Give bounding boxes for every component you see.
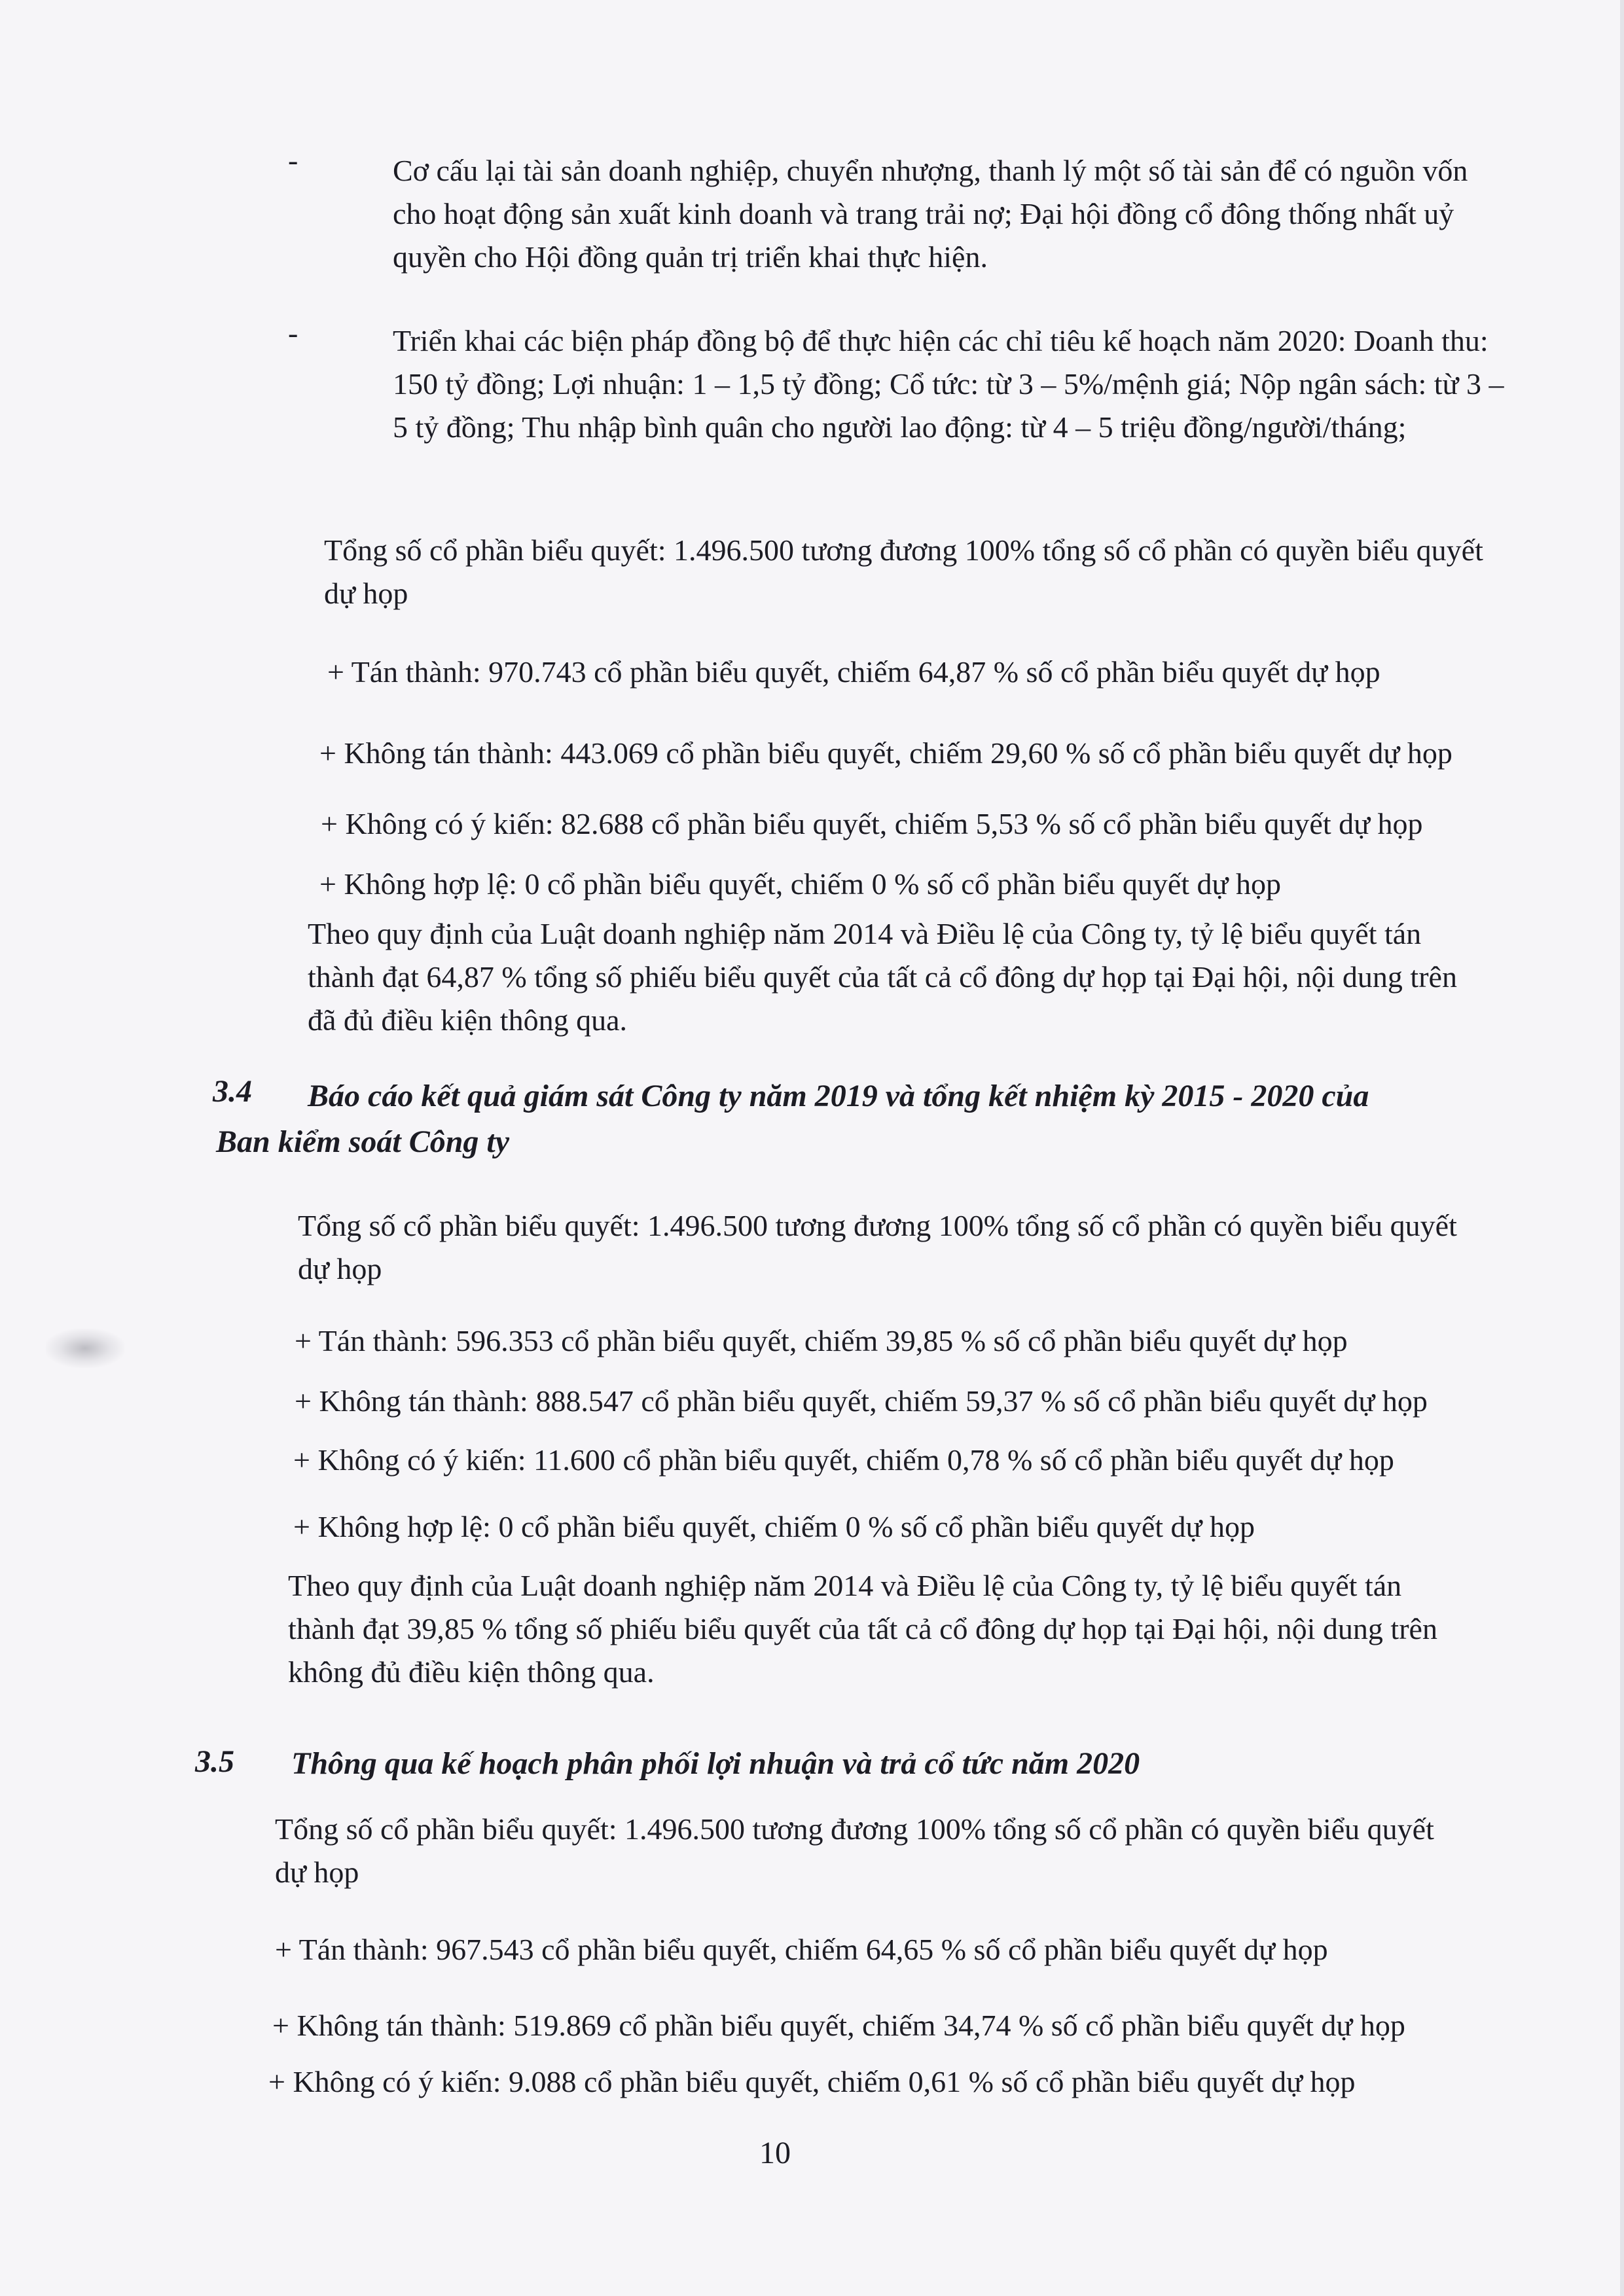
- section-3-5-vote-abstain: + Không có ý kiến: 9.088 cổ phần biểu quyết, chiếm 0,61 % số cổ phần biểu quyết dự họp: [268, 2065, 1356, 2098]
- block1-vote-invalid: + Không hợp lệ: 0 cổ phần biểu quyết, chiếm 0 % số cổ phần biểu quyết dự họp: [319, 867, 1281, 901]
- page-edge-shadow: [1620, 0, 1624, 2296]
- section-3-4-conclusion: Theo quy định của Luật doanh nghiệp năm 2014 và Điều lệ của Công ty, tỷ lệ biểu quyết tán thành đạt 39,85 % tổng số phiếu biểu quyết của tất cả cổ đông dự họp tại Đại hội, nội dung trên không đủ điều kiện thông qua.: [288, 1569, 1437, 1689]
- bullet-marker: -: [288, 316, 298, 350]
- section-3-5-vote-approve: + Tán thành: 967.543 cổ phần biểu quyết, chiếm 64,65 % số cổ phần biểu quyết dự họp: [275, 1933, 1328, 1966]
- section-3-4-vote-abstain: + Không có ý kiến: 11.600 cổ phần biểu quyết, chiếm 0,78 % số cổ phần biểu quyết dự họp: [293, 1443, 1394, 1477]
- section-3-5-vote-reject: + Không tán thành: 519.869 cổ phần biểu quyết, chiếm 34,74 % số cổ phần biểu quyết dự họp: [272, 2009, 1405, 2042]
- scan-smudge: [46, 1329, 124, 1368]
- block1-vote-abstain: + Không có ý kiến: 82.688 cổ phần biểu quyết, chiếm 5,53 % số cổ phần biểu quyết dự họp: [321, 807, 1423, 840]
- page-number: 10: [759, 2136, 791, 2170]
- block1-vote-reject: + Không tán thành: 443.069 cổ phần biểu quyết, chiếm 29,60 % số cổ phần biểu quyết dự họp: [319, 736, 1453, 770]
- bullet-text-plan-2020: Triển khai các biện pháp đồng bộ để thực hiện các chỉ tiêu kế hoạch năm 2020: Doanh thu: 150 tỷ đồng; Lợi nhuận: 1 – 1,5 tỷ đồng; Cổ tức: từ 3 – 5%/mệnh giá; Nộp ngân sách: từ 3 – 5 tỷ đồng; Thu nhập bình quân cho người lao động: từ 4 – 5 triệu đồng/người/tháng;: [393, 324, 1504, 444]
- section-3-5-total-shares: Tổng số cổ phần biểu quyết: 1.496.500 tương đương 100% tổng số cổ phần có quyền biểu quyết dự họp: [275, 1812, 1434, 1889]
- section-3-4-vote-reject: + Không tán thành: 888.547 cổ phần biểu quyết, chiếm 59,37 % số cổ phần biểu quyết dự họp: [295, 1384, 1428, 1418]
- section-3-4-title-line1: Báo cáo kết quả giám sát Công ty năm 2019 và tổng kết nhiệm kỳ 2015 - 2020 của: [308, 1079, 1369, 1113]
- bullet-text-asset-restructure: Cơ cấu lại tài sản doanh nghiệp, chuyển nhượng, thanh lý một số tài sản để có nguồn vốn cho hoạt động sản xuất kinh doanh và trang trải nợ; Đại hội đồng cổ đông thống nhất uỷ quyền cho Hội đồng quản trị triển khai thực hiện.: [393, 154, 1468, 274]
- section-3-4-vote-approve: + Tán thành: 596.353 cổ phần biểu quyết, chiếm 39,85 % số cổ phần biểu quyết dự họp: [295, 1324, 1348, 1357]
- section-3-4-number: 3.4: [213, 1074, 252, 1109]
- block1-total-shares: Tổng số cổ phần biểu quyết: 1.496.500 tương đương 100% tổng số cổ phần có quyền biểu quyết dự họp: [324, 533, 1483, 610]
- section-3-5-title: Thông qua kế hoạch phân phối lợi nhuận và trả cổ tức năm 2020: [291, 1746, 1140, 1781]
- section-3-4-vote-invalid: + Không hợp lệ: 0 cổ phần biểu quyết, chiếm 0 % số cổ phần biểu quyết dự họp: [293, 1510, 1255, 1543]
- section-3-5-number: 3.5: [195, 1744, 234, 1779]
- block1-conclusion: Theo quy định của Luật doanh nghiệp năm 2014 và Điều lệ của Công ty, tỷ lệ biểu quyết tán thành đạt 64,87 % tổng số phiếu biểu quyết của tất cả cổ đông dự họp tại Đại hội, nội dung trên đã đủ điều kiện thông qua.: [308, 917, 1457, 1037]
- section-3-4-total-shares: Tổng số cổ phần biểu quyết: 1.496.500 tương đương 100% tổng số cổ phần có quyền biểu quyết dự họp: [298, 1209, 1457, 1285]
- section-3-4-title-line2: Ban kiểm soát Công ty: [216, 1124, 510, 1159]
- block1-vote-approve: + Tán thành: 970.743 cổ phần biểu quyết, chiếm 64,87 % số cổ phần biểu quyết dự họp: [327, 655, 1380, 689]
- bullet-marker: -: [288, 143, 298, 177]
